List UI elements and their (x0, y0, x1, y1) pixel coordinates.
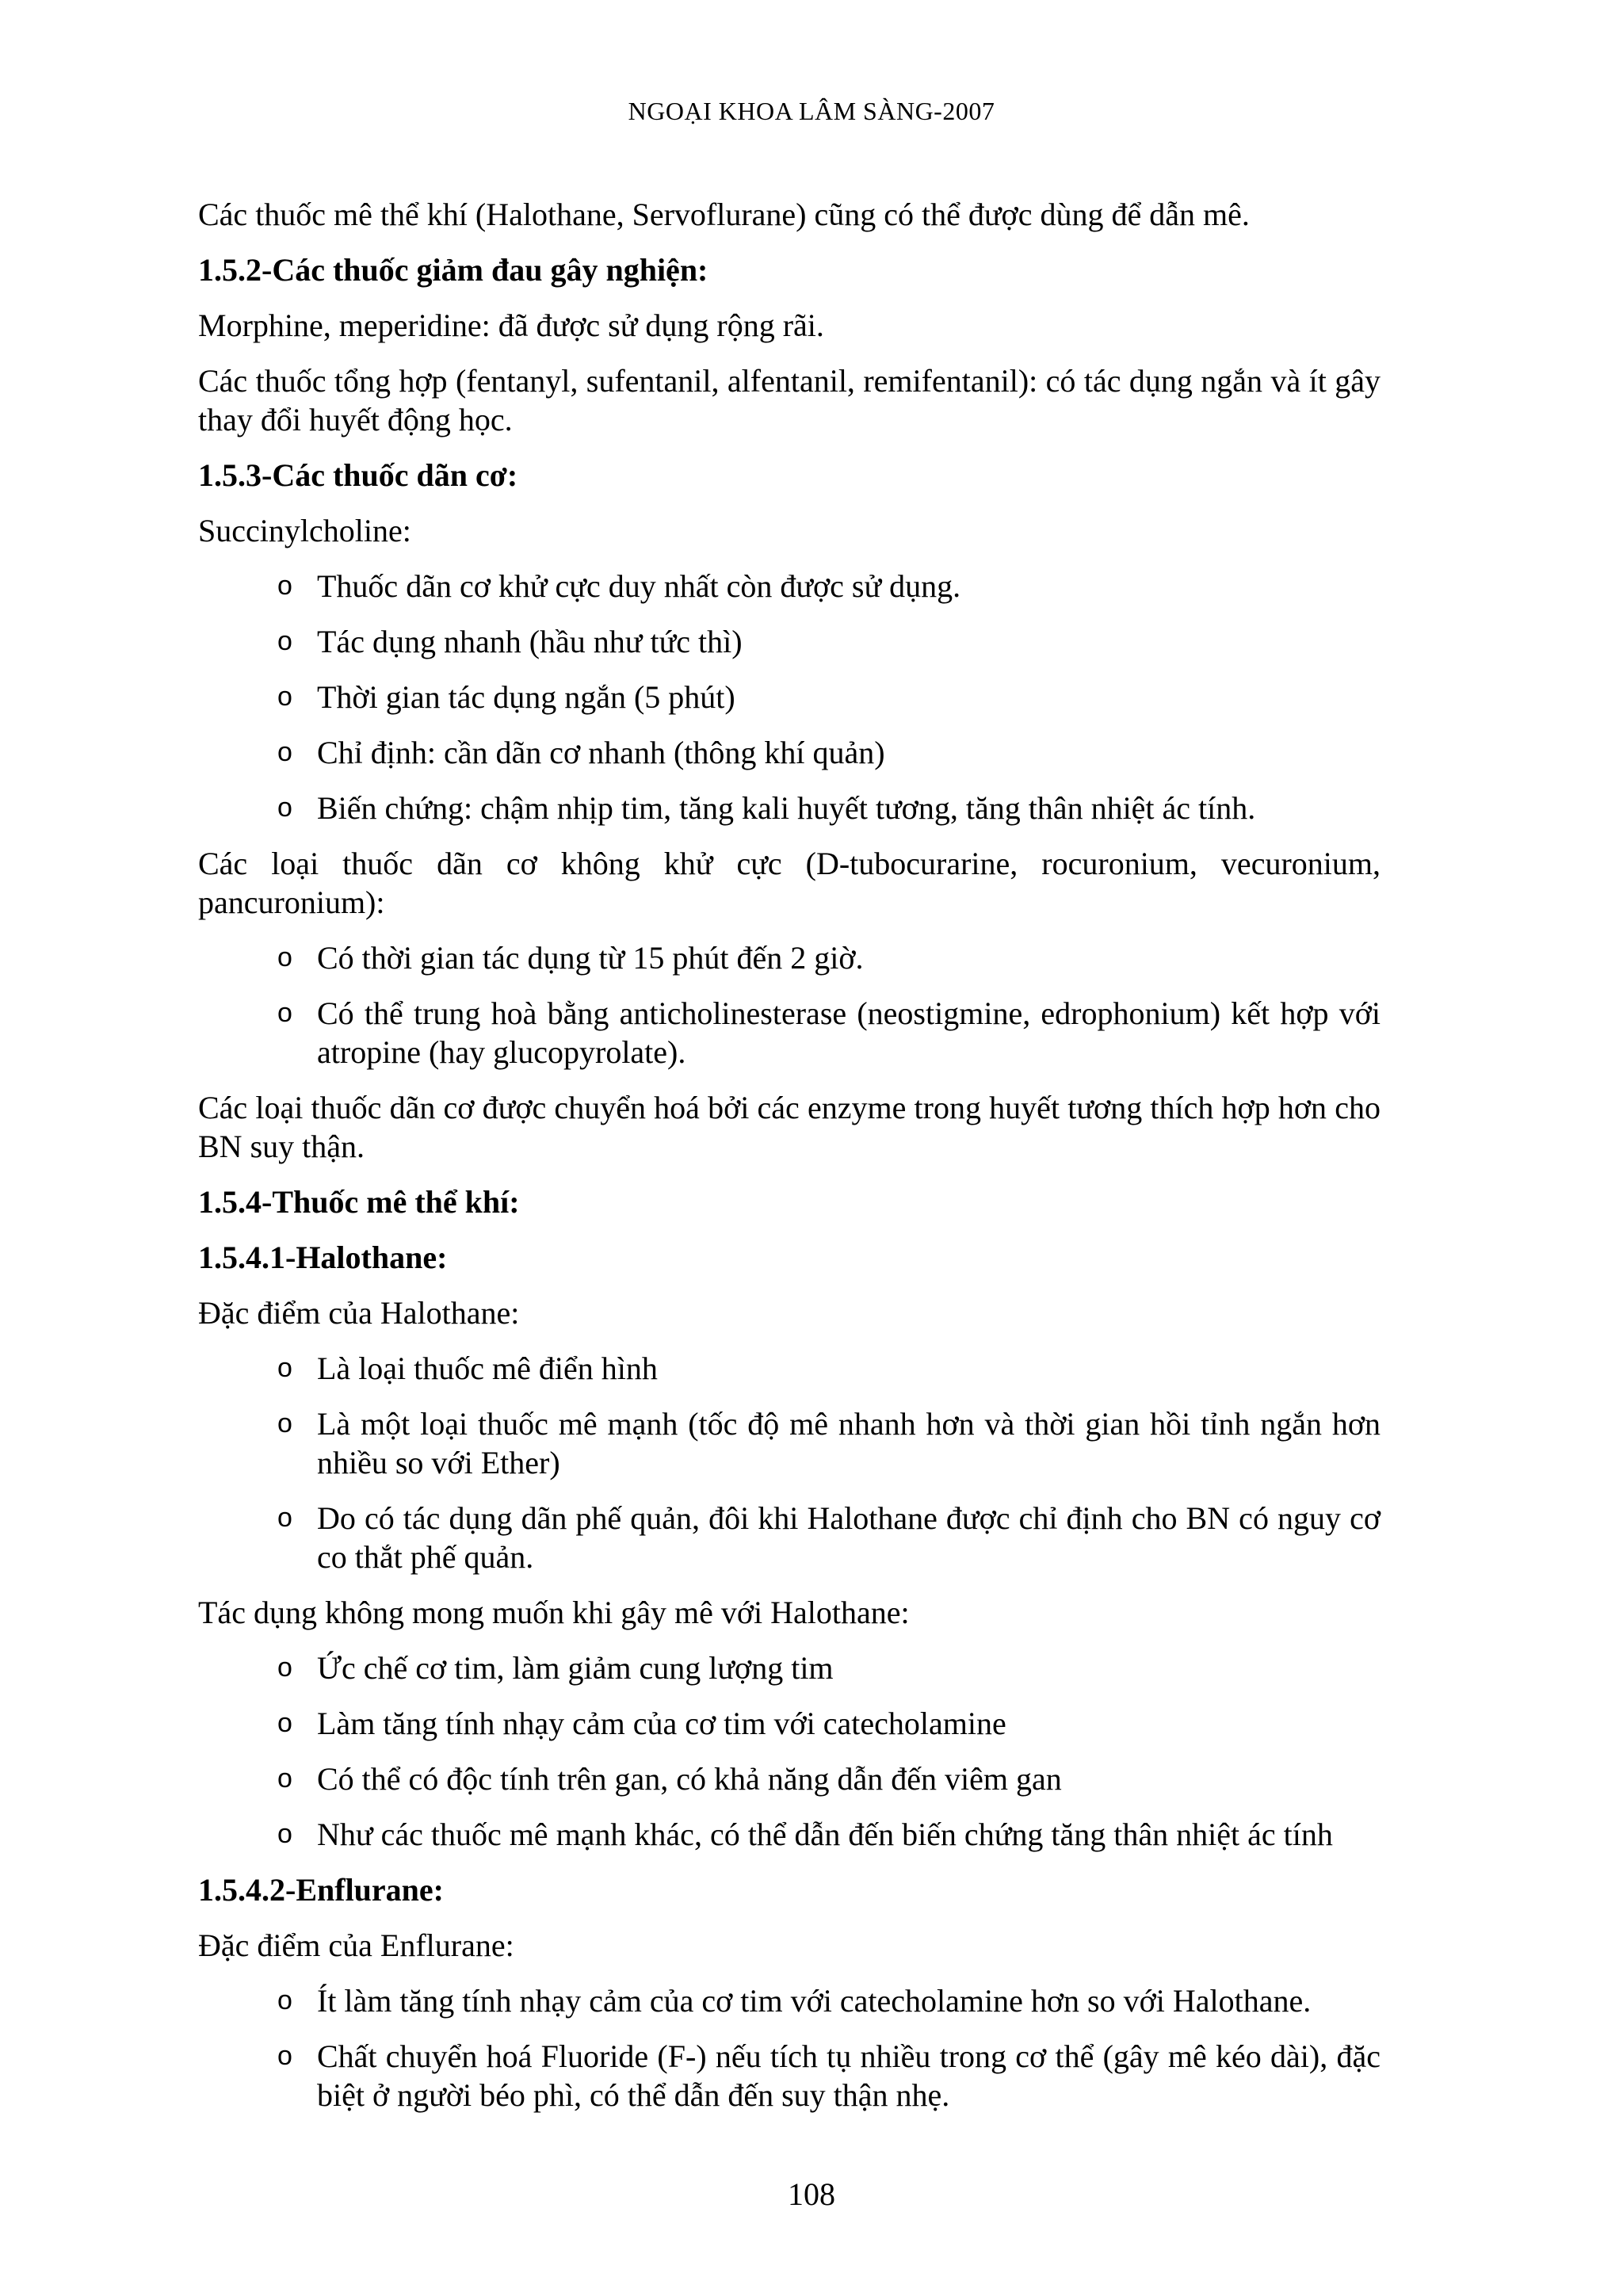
list-item (198, 2037, 1381, 2115)
circle-bullet-icon: o (277, 1819, 292, 1849)
list-item-text: Là một loại thuốc mê mạnh (tốc độ mê nhanh hơn và thời gian hồi tỉnh ngắn hơn nhiều so với Ether) (317, 1406, 1381, 1480)
circle-bullet-icon: o (277, 1408, 292, 1438)
list-item-text: Tác dụng nhanh (hầu như tức thì) (317, 624, 743, 659)
list-item (198, 994, 1381, 1072)
document-body (198, 195, 1381, 2131)
circle-bullet-icon: o (277, 737, 292, 767)
list-item (198, 1404, 1381, 1482)
section-heading: 1.5.4-Thuốc mê thể khí: (198, 1184, 520, 1220)
circle-bullet-icon: o (277, 1353, 292, 1383)
list-item-text: Như các thuốc mê mạnh khác, có thể dẫn đến biến chứng tăng thân nhiệt ác tính (317, 1817, 1333, 1852)
list-item (198, 567, 1381, 606)
circle-bullet-icon: o (277, 626, 292, 656)
section-heading: 1.5.3-Các thuốc dãn cơ: (198, 457, 518, 493)
list-item (198, 1704, 1381, 1743)
list-item-text: Thời gian tác dụng ngắn (5 phút) (317, 679, 735, 715)
circle-bullet-icon: o (277, 2041, 292, 2071)
section-heading: 1.5.2-Các thuốc giảm đau gây nghiện: (198, 252, 708, 288)
list-item (198, 1981, 1381, 2020)
paragraph: Morphine, meperidine: đã được sử dụng rộng rãi. (198, 308, 824, 343)
circle-bullet-icon: o (277, 793, 292, 823)
circle-bullet-icon: o (277, 571, 292, 601)
list-item-text: Thuốc dãn cơ khử cực duy nhất còn được sử dụng. (317, 568, 961, 604)
list-item (198, 1349, 1381, 1388)
bullet-list (198, 1349, 1381, 1576)
circle-bullet-icon: o (277, 682, 292, 712)
list-item-text: Là loại thuốc mê điển hình (317, 1350, 658, 1386)
list-item-text: Có thể có độc tính trên gan, có khả năng dẫn đến viêm gan (317, 1761, 1062, 1797)
paragraph: Đặc điểm của Halothane: (198, 1295, 520, 1331)
section-heading: 1.5.4.1-Halothane: (198, 1240, 448, 1275)
list-item (198, 733, 1381, 772)
list-item-text: Có thể trung hoà bằng anticholinesterase (neostigmine, edrophonium) kết hợp với atropine (hay glucopyrolate). (317, 995, 1381, 1070)
circle-bullet-icon: o (277, 1503, 292, 1533)
list-item (198, 1815, 1381, 1854)
list-item (198, 1499, 1381, 1576)
list-item-text: Có thời gian tác dụng từ 15 phút đến 2 giờ. (317, 940, 864, 976)
list-item (198, 678, 1381, 716)
list-item-text: Ít làm tăng tính nhạy cảm của cơ tim với catecholamine hơn so với Halothane. (317, 1983, 1312, 2019)
list-item-text: Chất chuyển hoá Fluoride (F-) nếu tích tụ nhiều trong cơ thể (gây mê kéo dài), đặc biệt ở người béo phì, có thể dẫn đến suy thận nhẹ. (317, 2038, 1381, 2113)
paragraph: Các thuốc mê thể khí (Halothane, Servoflurane) cũng có thể được dùng để dẫn mê. (198, 197, 1250, 232)
list-item (198, 1759, 1381, 1798)
bullet-list (198, 1981, 1381, 2115)
bullet-list (198, 1648, 1381, 1854)
list-item-text: Làm tăng tính nhạy cảm của cơ tim với catecholamine (317, 1706, 1006, 1741)
circle-bullet-icon: o (277, 998, 292, 1028)
list-item-text: Chỉ định: cần dãn cơ nhanh (thông khí quản) (317, 735, 885, 770)
list-item (198, 1648, 1381, 1687)
page-header: NGOẠI KHOA LÂM SÀNG-2007 (628, 97, 995, 125)
paragraph: Các thuốc tổng hợp (fentanyl, sufentanil, alfentanil, remifentanil): có tác dụng ngắn và ít gây thay đổi huyết động học. (198, 363, 1381, 437)
bullet-list (198, 567, 1381, 827)
paragraph: Tác dụng không mong muốn khi gây mê với Halothane: (198, 1595, 910, 1630)
circle-bullet-icon: o (277, 1708, 292, 1738)
list-item (198, 789, 1381, 827)
bullet-list (198, 938, 1381, 1072)
circle-bullet-icon: o (277, 942, 292, 972)
paragraph: Đặc điểm của Enflurane: (198, 1927, 514, 1963)
paragraph: Các loại thuốc dãn cơ được chuyển hoá bởi các enzyme trong huyết tương thích hợp hơn cho BN suy thận. (198, 1090, 1381, 1164)
paragraph: Succinylcholine: (198, 513, 411, 548)
section-heading: 1.5.4.2-Enflurane: (198, 1872, 444, 1908)
circle-bullet-icon: o (277, 1652, 292, 1683)
circle-bullet-icon: o (277, 1985, 292, 2015)
list-item-text: Do có tác dụng dãn phế quản, đôi khi Halothane được chỉ định cho BN có nguy cơ co thắt phế quản. (317, 1500, 1381, 1575)
paragraph: Các loại thuốc dãn cơ không khử cực (D-tubocurarine, rocuronium, vecuronium, pancuronium): (198, 846, 1381, 920)
list-item-text: Biến chứng: chậm nhịp tim, tăng kali huyết tương, tăng thân nhiệt ác tính. (317, 790, 1256, 826)
page-number: 108 (788, 2176, 835, 2212)
list-item-text: Ức chế cơ tim, làm giảm cung lượng tim (317, 1650, 834, 1686)
list-item (198, 622, 1381, 661)
list-item (198, 938, 1381, 977)
circle-bullet-icon: o (277, 1763, 292, 1794)
